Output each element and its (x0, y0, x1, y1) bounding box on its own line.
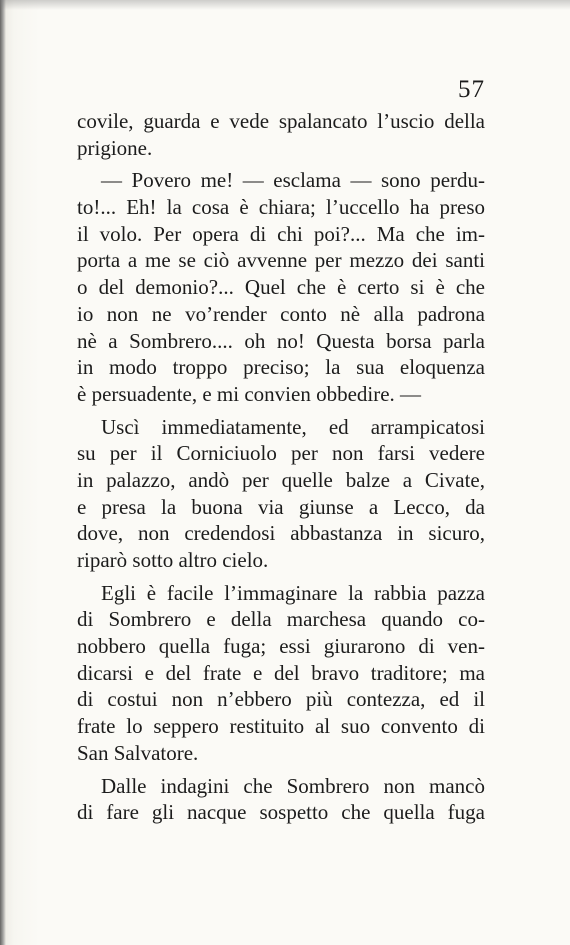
text-line: prigione. (77, 135, 153, 160)
text-line: io non ne vo’render conto nè alla padrona (77, 301, 485, 326)
text-line: covile, guarda e vede spalancato l’uscio della (77, 109, 485, 133)
binding-edge (0, 0, 6, 945)
text-line: o del demonio?... Quel che è certo si è che (77, 275, 485, 300)
text-line: in palazzo, andò per quelle balze a Civate, (77, 467, 485, 492)
text-line: to!... Eh! la cosa è chiara; l’uccello ha preso (77, 195, 485, 220)
text-line: il volo. Per opera di chi poi?... Ma che im- (77, 221, 485, 246)
text-line: Uscì immediatamente, ed arrampicatosi (101, 414, 485, 439)
page-top-edge (0, 0, 570, 10)
text-line: nobbero quella fuga; essi giurarono di ven- (77, 634, 485, 659)
text-line: nè a Sombrero.... oh no! Questa borsa parla (77, 328, 485, 353)
text-line: frate lo seppero restituito al suo convento di (77, 714, 485, 739)
text-line: in modo troppo preciso; la sua eloquenza (77, 355, 485, 380)
page-number: 57 (458, 76, 485, 103)
text-line: di costui non n’ebbero più contezza, ed il (77, 687, 485, 712)
text-line: Dalle indagini che Sombrero non mancò (101, 773, 485, 798)
text-line: riparò sotto altro cielo. (77, 548, 269, 572)
text-line: di Sombrero e della marchesa quando co- (77, 607, 485, 632)
text-line: dove, non credendosi abbastanza in sicuro, (77, 521, 485, 546)
text-line: Egli è facile l’immaginare la rabbia pazza (101, 580, 485, 605)
text-line: dicarsi e del frate e del bravo traditore; ma (77, 660, 485, 685)
text-line: San Salvatore. (77, 740, 199, 765)
text-line: porta a me se ciò avvenne per mezzo dei santi (77, 248, 485, 273)
text-line: — Povero me! — esclama — sono perdu- (101, 168, 485, 193)
text-line: è persuadente, e mi convien obbedire. — (77, 381, 422, 406)
text-line: e presa la buona via giunse a Lecco, da (77, 494, 485, 519)
text-line: su per il Corniciuolo per non farsi vedere (77, 441, 485, 466)
text-line: di fare gli nacque sospetto che quella fuga (77, 800, 485, 825)
body-text (77, 108, 485, 826)
